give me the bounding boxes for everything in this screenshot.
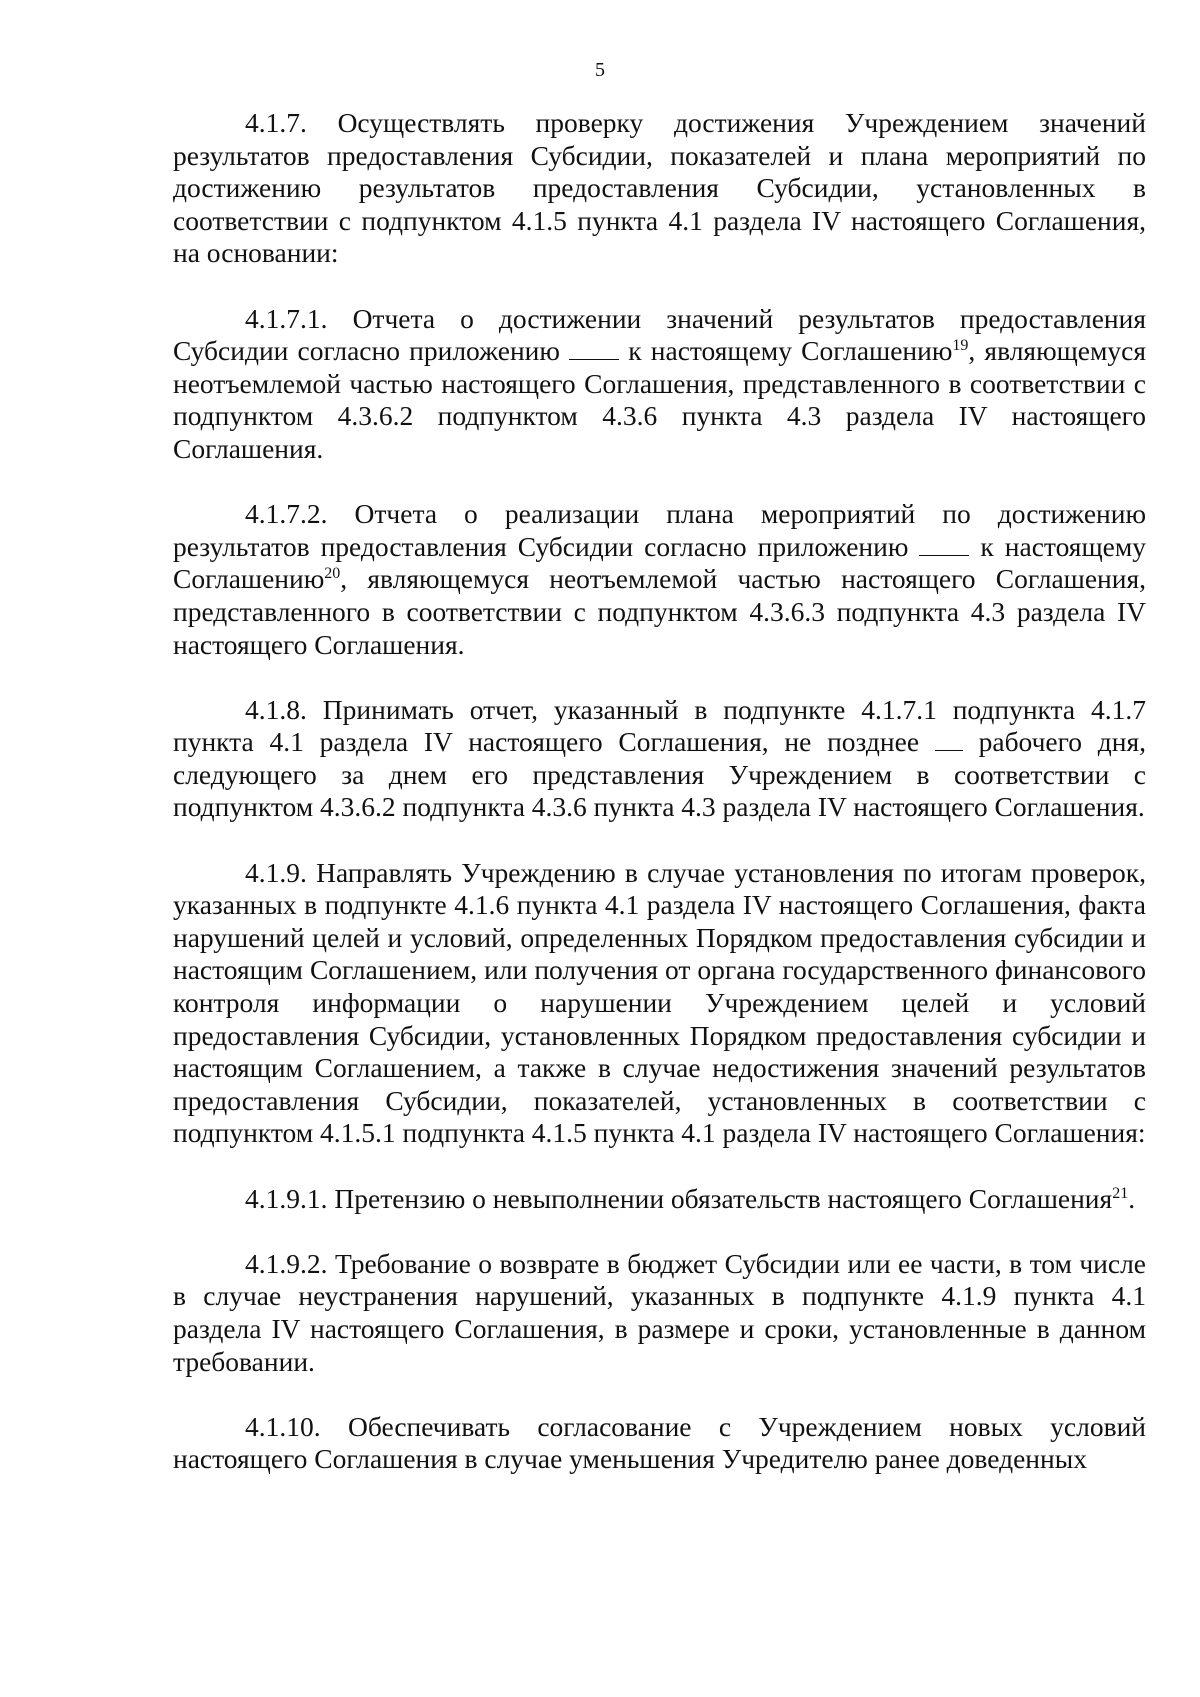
- clause-number: 4.1.7.: [245, 107, 307, 138]
- paragraph-4-1-9: [173, 857, 1146, 1150]
- blank-field: [935, 728, 963, 751]
- clause-number: 4.1.9.1.: [245, 1182, 328, 1214]
- clause-text: Претензию о невыполнении обязательств настоящего Соглашения: [334, 1182, 1113, 1214]
- clause-text: Направлять Учреждению в случае установления по итогам проверок, указанных в подпункте 4.1.6 пункта 4.1 раздела IV настоящего Соглашения, факта нарушений целей и условий, определенных Порядком предоставления субсидии и настоящим Соглашением, или получения от органа государственного финансового контроля информации о нарушении Учреждением целей и условий предоставления Субсидии, установленных Порядком предоставления субсидии и настоящим Соглашением, а также в случае недостижения значений результатов предоставления Субсидии, показателей, установленных в соответствии с подпунктом 4.1.5.1 подпункта 4.1.5 пункта 4.1 раздела IV настоящего Соглашения:: [173, 856, 1147, 1149]
- clause-text: .: [1128, 1182, 1136, 1214]
- paragraph-4-1-8: [173, 694, 1146, 824]
- clause-number: 4.1.10.: [245, 1410, 321, 1442]
- clause-number: 4.1.9.2.: [245, 1247, 328, 1279]
- blank-field: [919, 533, 969, 556]
- blank-field: [569, 337, 619, 360]
- clause-text: Отчета о достижении значений результатов предоставления Субсидии согласно приложению: [173, 302, 1146, 367]
- paragraph-4-1-7-2: [173, 498, 1146, 661]
- clause-text: Осуществлять проверку достижения Учреждением значений результатов предоставления Субсидии, показателей и плана мероприятий по достижению результатов предоставления Субсидии, установленных в соответствии с подпунктом 4.1.5 пункта 4.1 раздела IV настоящего Соглашения, на основании:: [173, 107, 1146, 269]
- clause-text: рабочего дня, следующего за днем его представления Учреждением в соответствии с подпунктом 4.3.6.2 подпункта 4.3.6 пункта 4.3 раздела IV настоящего Соглашения.: [173, 726, 1146, 823]
- clause-text: Принимать отчет, указанный в подпункте 4.1.7.1 подпункта 4.1.7 пункта 4.1 раздела IV настоящего Соглашения, не позднее: [173, 693, 1147, 758]
- page-number: 5: [595, 59, 605, 81]
- clause-text: Обеспечивать согласование с Учреждением новых условий настоящего Соглашения в случае уменьшения Учредителю ранее доведенных: [173, 1410, 1147, 1475]
- paragraph-4-1-9-1: [173, 1183, 1146, 1216]
- clause-text: Требование о возврате в бюджет Субсидии или ее части, в том числе в случае неустранения нарушений, указанных в подпункте 4.1.9 пункта 4.1 раздела IV настоящего Соглашения, в размере и сроки, установленные в данном требовании.: [173, 1247, 1146, 1377]
- clause-number: 4.1.7.2.: [245, 498, 328, 530]
- document-body: [173, 107, 1146, 1509]
- footnote-ref: 20: [324, 565, 341, 583]
- clause-text: , являющемуся неотъемлемой частью настоящего Соглашения, представленного в соответствии с подпунктом 4.3.6.3 подпункта 4.3 раздела IV настоящего Соглашения.: [173, 563, 1146, 660]
- paragraph-4-1-10: [173, 1411, 1146, 1476]
- clause-number: 4.1.8.: [245, 693, 307, 725]
- footnote-ref: 19: [952, 337, 969, 354]
- clause-text: к настоящему Соглашению: [628, 335, 953, 367]
- clause-text: к настоящему Соглашению: [173, 530, 1146, 595]
- clause-text: Отчета о реализации плана мероприятий по достижению результатов предоставления Субсидии согласно приложению: [173, 498, 1146, 562]
- clause-number: 4.1.9.: [245, 856, 307, 888]
- paragraph-4-1-9-2: [173, 1248, 1146, 1378]
- clause-text: , являющемуся неотъемлемой частью настоящего Соглашения, представленного в соответствии с подпунктом 4.3.6.2 подпунктом 4.3.6 пункта 4.3 раздела IV настоящего Соглашения.: [173, 335, 1146, 464]
- footnote-ref: 21: [1112, 1184, 1129, 1202]
- paragraph-4-1-7-1: [173, 303, 1146, 466]
- clause-number: 4.1.7.1.: [245, 302, 328, 334]
- paragraph-4-1-7: [173, 107, 1146, 270]
